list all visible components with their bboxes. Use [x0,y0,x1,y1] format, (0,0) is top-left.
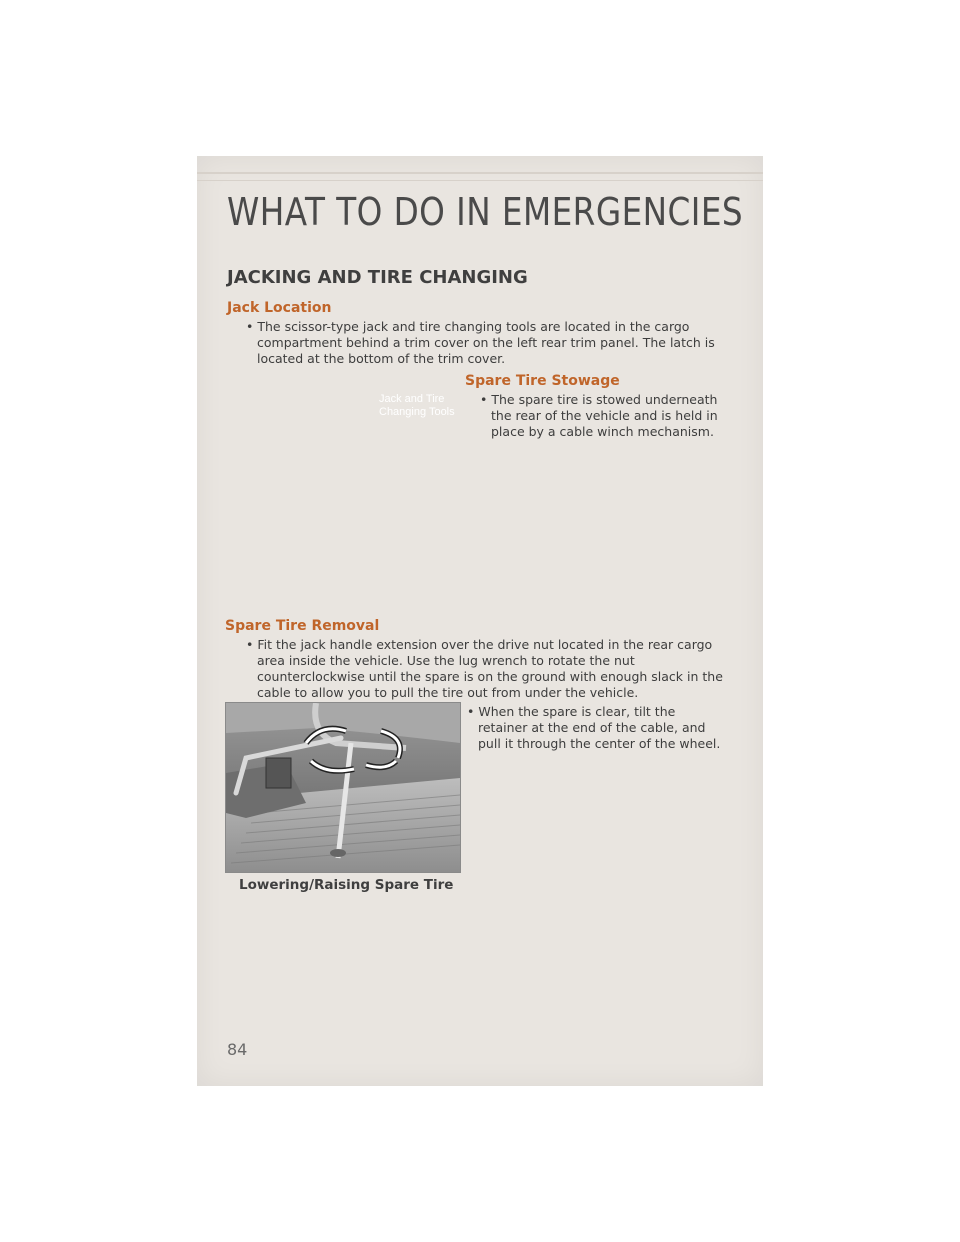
spare-removal-heading: Spare Tire Removal [225,618,380,634]
header-rule [197,172,763,174]
spare-stowage-heading: Spare Tire Stowage [465,373,620,389]
spare-stowage-text: • The spare tire is stowed underneath the rear of the vehicle and is held in place by a cable winch mechanism. [480,392,718,439]
page-number: 84 [227,1040,248,1059]
lowering-spare-tire-photo [225,702,461,873]
jack-location-heading: Jack Location [227,300,332,316]
spare-removal-text: • Fit the jack handle extension over the drive nut located in the rear cargo area inside the vehicle. Use the lug wrench to rotate the nut counterclockwise until the spare is on the ground with enough slack in the cable to allow you to pull the tire out from under the vehicle. [246,637,723,700]
spare-removal-text-2: • When the spare is clear, tilt the retainer at the end of the cable, and pull it through the center of the wheel. [467,704,721,751]
jack-location-text: • The scissor-type jack and tire changing tools are located in the cargo compartment behind a trim cover on the left rear trim panel. The latch is located at the bottom of the trim cover. [246,319,715,366]
manual-page [197,156,763,1086]
header-rule-thin [197,180,763,181]
jack-tools-image-label: Jack and Tire Changing Tools [379,393,455,418]
photo-caption: Lowering/Raising Spare Tire [239,877,454,893]
chapter-title: WHAT TO DO IN EMERGENCIES [227,190,744,234]
section-title: JACKING AND TIRE CHANGING [227,267,528,288]
